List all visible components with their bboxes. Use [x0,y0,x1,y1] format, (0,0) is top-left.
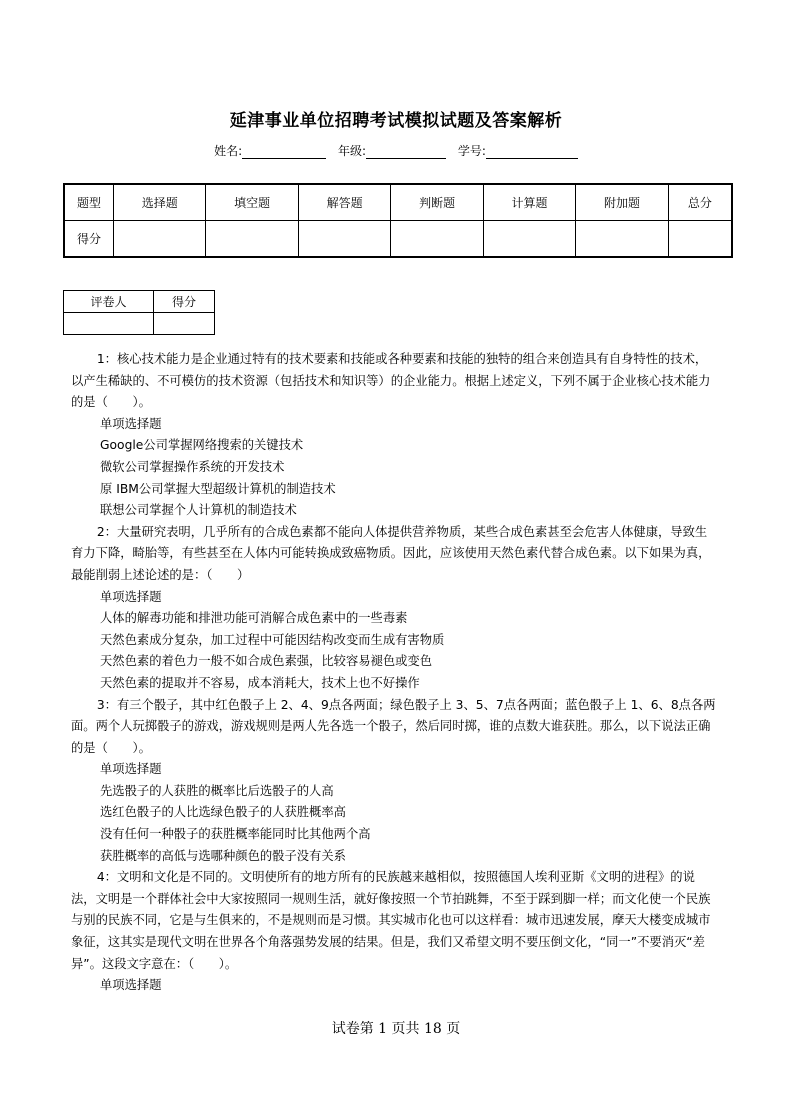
question-list [71,349,719,997]
score-header-row [64,184,732,221]
grade-label: 年级: [337,144,367,158]
grader-cell[interactable] [64,313,154,335]
header-cell: 判断题 [391,184,483,221]
option-item[interactable]: 人体的解毒功能和排泄功能可消解合成色素中的一些毒素 [100,611,408,626]
student-info [0,142,792,159]
name-label: 姓名: [214,144,243,158]
option-item[interactable]: 选红色骰子的人比选绿色骰子的人获胜概率高 [100,805,346,820]
option-item[interactable]: 天然色素的提取并不容易，成本消耗大，技术上也不好操作 [100,675,420,690]
name-field[interactable] [242,145,326,159]
score-cell[interactable] [668,221,732,258]
question-stem: 2：大量研究表明，几乎所有的合成色素都不能向人体提供营养物质，某些合成色素甚至会危害人体健康，导致生育力下降，畸胎等，有些甚至在人体内可能转换成致癌物质。因此，应该使用天然色素代替合成色素。以下如果为真，最能削弱上述论述的是：（ ） [71,524,711,582]
score-value-row [64,221,732,258]
grader-score-cell[interactable] [154,313,215,335]
score-table [63,183,733,258]
row-label: 得分 [64,221,114,258]
grader-table [63,290,215,335]
option-item[interactable]: 天然色素的着色力一般不如合成色素强，比较容易褪色或变色 [100,654,433,669]
option-item[interactable]: 原 IBM公司掌握大型超级计算机的制造技术 [100,481,336,496]
question-type: 单项选择题 [100,589,162,604]
option-item[interactable]: 天然色素成分复杂，加工过程中可能因结构改变而生成有害物质 [100,632,445,647]
question-type: 单项选择题 [100,978,162,993]
header-cell: 题型 [64,184,114,221]
score-cell[interactable] [483,221,575,258]
option-item[interactable]: Google公司掌握网络搜索的关键技术 [100,438,304,453]
header-cell: 附加题 [576,184,668,221]
page-footer: 试卷第 1 页共 18 页 [331,1021,461,1037]
score-cell[interactable] [206,221,298,258]
score-cell[interactable] [391,221,483,258]
grade-field[interactable] [366,145,446,159]
option-item[interactable]: 获胜概率的高低与选哪种颜色的骰子没有关系 [100,848,346,863]
question-type: 单项选择题 [100,762,162,777]
option-item[interactable]: 没有任何一种骰子的获胜概率能同时比其他两个高 [100,827,371,842]
header-cell: 总分 [668,184,732,221]
id-label: 学号: [457,144,486,158]
page-title: 延津事业单位招聘考试模拟试题及答案解析 [229,111,563,131]
score-cell[interactable] [114,221,206,258]
grader-score-header: 得分 [154,291,215,313]
header-cell: 计算题 [483,184,575,221]
header-cell: 选择题 [114,184,206,221]
question-stem: 3：有三个骰子，其中红色骰子上 2、4、9点各两面；绿色骰子上 3、5、7点各两面；蓝色骰子上 1、6、8点各两面。两个人玩掷骰子的游戏，游戏规则是两人先各选一个骰子，然后同时掷，谁的点数大谁获胜。那么，以下说法正确的是（ ）。 [71,697,716,755]
option-item[interactable]: 联想公司掌握个人计算机的制造技术 [100,503,297,518]
score-cell[interactable] [576,221,668,258]
option-item[interactable]: 微软公司掌握操作系统的开发技术 [100,459,285,474]
question-type: 单项选择题 [100,416,162,431]
question-stem: 4：文明和文化是不同的。文明使所有的地方所有的民族越来越相似，按照德国人埃利亚斯《文明的进程》的说法，文明是一个群体社会中大家按照同一规则生活，就好像按照一个节拍跳舞，不至于踩到脚一样；而文化使一个民族与别的民族不同，它是与生俱来的，不是规则而是习惯。其实城市化也可以这样看：城市迅速发展，摩天大楼变成城市象征，这其实是现代文明在世界各个角落强势发展的结果。但是，我们又希望文明不要压倒文化，“同一”不要消灭“差异”。这段文字意在：（ ）。 [71,870,711,971]
id-field[interactable] [486,145,578,159]
question-stem: 1：核心技术能力是企业通过特有的技术要素和技能或各种要素和技能的独特的组合来创造具有自身特性的技术，以产生稀缺的、不可模仿的技术资源（包括技术和知识等）的企业能力。根据上述定义，下列不属于企业核心技术能力的是（ ）。 [71,352,711,410]
option-item[interactable]: 先选骰子的人获胜的概率比后选骰子的人高 [100,783,334,798]
header-cell: 填空题 [206,184,298,221]
score-cell[interactable] [298,221,390,258]
grader-header: 评卷人 [64,291,154,313]
header-cell: 解答题 [298,184,390,221]
